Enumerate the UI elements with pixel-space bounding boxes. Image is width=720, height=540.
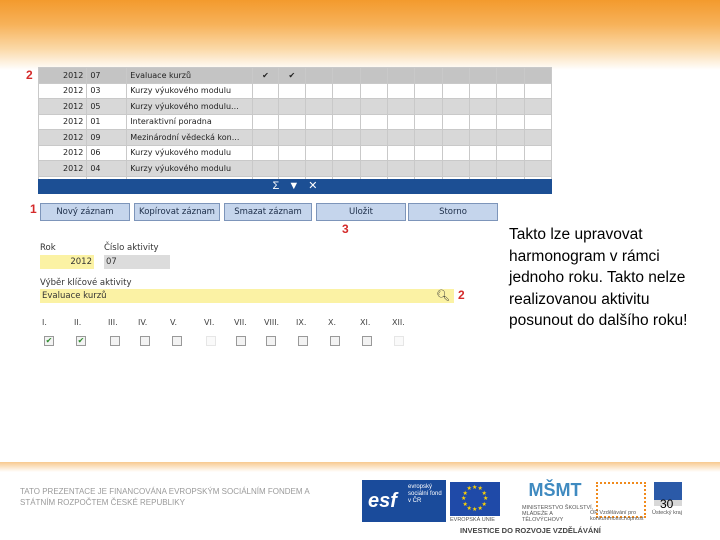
month-cell [305, 161, 332, 177]
code-cell: 01 [87, 114, 127, 130]
eu-star-icon: ★ [481, 501, 487, 508]
copy-record-button[interactable]: Kopírovat záznam [134, 203, 220, 221]
month-cell [278, 83, 305, 99]
month-cell [253, 130, 278, 146]
eu-star-icon: ★ [462, 501, 468, 508]
month-label: XII. [392, 318, 405, 327]
activity-number-field: 07 [104, 255, 170, 269]
month-cell [305, 145, 332, 161]
save-button[interactable]: Uložit [316, 203, 406, 221]
explanation-text: Takto lze upravovat harmonogram v rámci jednoho roku. Takto nelze realizovanou aktivitu posunout do dalšího roku! [509, 226, 688, 329]
region-caption: Ústecký kraj [652, 510, 682, 516]
month-label: I. [42, 318, 47, 327]
name-cell: Kurzy výukového modulu [127, 161, 253, 177]
eu-star-icon: ★ [466, 505, 472, 512]
year-cell: 2012 [39, 68, 87, 84]
code-cell: 03 [87, 83, 127, 99]
month-checkbox[interactable] [266, 336, 276, 346]
month-cell [415, 83, 442, 99]
month-cell [387, 161, 414, 177]
funding-note: TATO PREZENTACE JE FINANCOVÁNA EVROPSKÝM SOCIÁLNÍM FONDEM A STÁTNÍM ROZPOČTEM ČESKÉ REPUBLIKY [20, 487, 310, 507]
month-cell [360, 68, 387, 84]
month-cell [333, 114, 360, 130]
month-cell [497, 68, 524, 84]
msmt-caption: MINISTERSTVO ŠKOLSTVÍ, MLÁDEŽE A TĚLOVÝCHOVY [522, 505, 594, 523]
eu-caption: EVROPSKÁ UNIE [450, 517, 495, 523]
code-cell: 09 [87, 130, 127, 146]
esf-logo-text: esf [368, 490, 397, 512]
month-cell [469, 145, 496, 161]
tagline: INVESTICE DO ROZVOJE VZDĚLÁVÁNÍ [460, 526, 601, 535]
year-cell: 2012 [39, 130, 87, 146]
month-cell [497, 114, 524, 130]
eu-star-icon: ★ [477, 486, 483, 493]
code-cell: 05 [87, 99, 127, 115]
month-checkbox[interactable] [236, 336, 246, 346]
month-cell [360, 145, 387, 161]
month-cell [415, 68, 442, 84]
name-cell: Evaluace kurzů [127, 68, 253, 84]
table-row[interactable] [39, 99, 552, 115]
month-cell [387, 99, 414, 115]
table-row[interactable] [39, 161, 552, 177]
table-row[interactable] [39, 114, 552, 130]
name-cell: Kurzy výukového modulu [127, 83, 253, 99]
key-activity-value: Evaluace kurzů [42, 291, 107, 301]
sum-icon[interactable]: Σ [272, 180, 280, 192]
month-cell [442, 83, 469, 99]
month-cell [305, 68, 332, 84]
month-cell [415, 114, 442, 130]
month-label: II. [74, 318, 82, 327]
month-cell [497, 145, 524, 161]
month-cell [497, 99, 524, 115]
footer-band [0, 462, 720, 472]
activities-table [38, 67, 552, 192]
year-cell: 2012 [39, 114, 87, 130]
key-activity-field[interactable] [40, 289, 454, 303]
esf-subtitle: evropský sociální fond v ČR [408, 484, 442, 504]
month-cell [360, 161, 387, 177]
eu-star-icon: ★ [466, 486, 472, 493]
month-cell [387, 114, 414, 130]
table-navigation-bar [38, 179, 552, 194]
month-checkbox[interactable]: ✔ [77, 336, 85, 345]
op-caption: OP Vzdělávání pro konkurenceschopnost [590, 510, 644, 522]
name-cell: Kurzy výukového modulu [127, 145, 253, 161]
month-cell [278, 145, 305, 161]
month-cell [415, 161, 442, 177]
eu-star-icon: ★ [483, 496, 489, 502]
eu-star-icon: ★ [472, 485, 478, 491]
month-cell [469, 161, 496, 177]
month-cell [387, 83, 414, 99]
month-cell [442, 114, 469, 130]
month-cell [442, 68, 469, 84]
eu-star-icon: ★ [472, 507, 478, 513]
month-cell [278, 130, 305, 146]
table-row[interactable] [39, 68, 552, 84]
month-cell [524, 99, 551, 115]
table-row[interactable] [39, 83, 552, 99]
search-icon[interactable]: 🔍︎ [436, 290, 450, 302]
month-label: X. [328, 318, 337, 327]
month-label: VI. [204, 318, 215, 327]
month-checkbox[interactable]: ✔ [45, 336, 53, 345]
month-label: VIII. [264, 318, 280, 327]
year-label: Rok [40, 243, 56, 253]
code-cell: 07 [87, 68, 127, 84]
month-cell [387, 130, 414, 146]
month-checkbox[interactable] [110, 336, 120, 346]
month-cell [524, 68, 551, 84]
filter-icon[interactable]: ▼ [288, 180, 300, 192]
month-cell [524, 83, 551, 99]
month-cell [524, 145, 551, 161]
month-cell [253, 99, 278, 115]
marker-2-table: 2 [26, 68, 33, 82]
month-cell [253, 83, 278, 99]
month-cell: ✔ [278, 68, 305, 84]
month-cell [415, 130, 442, 146]
month-cell [305, 83, 332, 99]
month-cell [333, 161, 360, 177]
month-cell [333, 130, 360, 146]
marker-1-buttons: 1 [30, 202, 37, 216]
month-checkbox[interactable] [206, 336, 216, 346]
eu-star-icon: ★ [481, 490, 487, 497]
eu-star-icon: ★ [477, 505, 483, 512]
eu-star-icon: ★ [461, 496, 467, 502]
month-cell [360, 114, 387, 130]
month-cell [497, 130, 524, 146]
eu-star-icon: ★ [462, 490, 468, 497]
marker-3-save: 3 [342, 222, 349, 236]
month-cell [333, 83, 360, 99]
month-cell [497, 161, 524, 177]
month-cell [415, 145, 442, 161]
month-checkbox[interactable] [140, 336, 150, 346]
month-checkbox[interactable] [298, 336, 308, 346]
year-cell: 2012 [39, 145, 87, 161]
month-cell [360, 130, 387, 146]
month-cell [387, 68, 414, 84]
eu-flag-logo [450, 482, 500, 516]
month-cell [442, 161, 469, 177]
delete-record-button[interactable]: Smazat záznam [224, 203, 312, 221]
month-label: XI. [360, 318, 371, 327]
page-number: 30 [660, 497, 674, 511]
month-cell [415, 99, 442, 115]
month-cell [469, 99, 496, 115]
month-cell [360, 83, 387, 99]
month-cell [305, 130, 332, 146]
month-cell [442, 130, 469, 146]
month-cell [387, 145, 414, 161]
activity-number-label: Číslo aktivity [104, 243, 159, 253]
month-cell [469, 114, 496, 130]
table-row[interactable] [39, 145, 552, 161]
name-cell: Kurzy výukového modulu... [127, 99, 253, 115]
month-checkbox[interactable] [394, 336, 404, 346]
month-cell [469, 130, 496, 146]
month-cell [524, 161, 551, 177]
code-cell: 06 [87, 145, 127, 161]
month-label: IV. [138, 318, 148, 327]
month-label: III. [108, 318, 118, 327]
code-cell: 04 [87, 161, 127, 177]
month-cell [253, 161, 278, 177]
month-cell [524, 114, 551, 130]
month-checkbox[interactable] [330, 336, 340, 346]
month-cell [524, 130, 551, 146]
new-record-button[interactable]: Nový záznam [40, 203, 130, 221]
month-label: VII. [234, 318, 247, 327]
cancel-button[interactable]: Storno [408, 203, 498, 221]
year-cell: 2012 [39, 161, 87, 177]
month-cell [305, 114, 332, 130]
month-cell [278, 161, 305, 177]
month-cell [442, 99, 469, 115]
month-cell [333, 99, 360, 115]
month-cell [253, 145, 278, 161]
month-cell [469, 83, 496, 99]
name-cell: Interaktivní poradna [127, 114, 253, 130]
record-toolbar [38, 203, 552, 220]
month-cell: ✔ [253, 68, 278, 84]
month-cell [278, 99, 305, 115]
year-cell: 2012 [39, 99, 87, 115]
clear-filter-icon[interactable]: ✕ [308, 180, 318, 192]
month-label: V. [170, 318, 177, 327]
month-cell [360, 99, 387, 115]
month-label: IX. [296, 318, 307, 327]
month-cell [469, 68, 496, 84]
month-cell [333, 68, 360, 84]
month-cell [278, 114, 305, 130]
key-activity-label: Výběr klíčové aktivity [40, 278, 132, 288]
month-cell [442, 145, 469, 161]
msmt-logo-text: MŠMT [528, 480, 582, 500]
table-row[interactable] [39, 130, 552, 146]
marker-2-field: 2 [458, 288, 465, 302]
month-cell [305, 99, 332, 115]
month-cell [497, 83, 524, 99]
app-screenshot [38, 60, 552, 360]
year-cell: 2012 [39, 83, 87, 99]
month-cell [253, 114, 278, 130]
month-checkbox[interactable] [362, 336, 372, 346]
year-field[interactable]: 2012 [40, 255, 94, 269]
name-cell: Mezinárodní vědecká kon... [127, 130, 253, 146]
month-cell [333, 145, 360, 161]
month-checkbox[interactable] [172, 336, 182, 346]
